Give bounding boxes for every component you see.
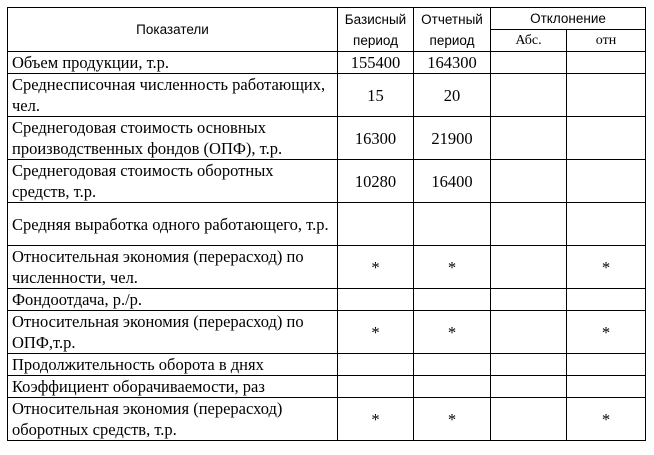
header-deviation-abs: Абс. bbox=[491, 30, 567, 52]
row-name: Среднегодовая стоимость оборотных средств, т.р. bbox=[8, 160, 338, 203]
row-abs-deviation bbox=[491, 246, 567, 289]
row-name: Объем продукции, т.р. bbox=[8, 52, 338, 74]
header-deviation-rel: отн bbox=[567, 30, 646, 52]
row-base-value bbox=[338, 354, 414, 376]
table-row bbox=[8, 52, 646, 74]
row-name: Среднегодовая стоимость основных производственных фондов (ОПФ), т.р. bbox=[8, 117, 338, 160]
row-rel-deviation bbox=[567, 203, 646, 246]
row-rel-deviation: * bbox=[567, 246, 646, 289]
row-rel-deviation bbox=[567, 376, 646, 398]
table-header-row bbox=[8, 8, 646, 30]
table-row bbox=[8, 117, 646, 160]
row-report-value: * bbox=[414, 311, 491, 354]
row-rel-deviation bbox=[567, 289, 646, 311]
row-report-value bbox=[414, 203, 491, 246]
row-report-value bbox=[414, 376, 491, 398]
header-indicators: Показатели bbox=[8, 8, 338, 52]
row-base-value: * bbox=[338, 398, 414, 441]
row-abs-deviation bbox=[491, 160, 567, 203]
table-row bbox=[8, 203, 646, 246]
row-name: Относительная экономия (перерасход) оборотных средств, т.р. bbox=[8, 398, 338, 441]
header-deviation: Отклонение bbox=[491, 8, 646, 30]
table-row bbox=[8, 74, 646, 117]
row-name: Фондоотдача, р./р. bbox=[8, 289, 338, 311]
row-abs-deviation bbox=[491, 117, 567, 160]
row-rel-deviation: * bbox=[567, 398, 646, 441]
row-abs-deviation bbox=[491, 311, 567, 354]
row-abs-deviation bbox=[491, 74, 567, 117]
row-rel-deviation bbox=[567, 117, 646, 160]
table-row bbox=[8, 354, 646, 376]
row-report-value bbox=[414, 354, 491, 376]
row-base-value: 16300 bbox=[338, 117, 414, 160]
row-rel-deviation bbox=[567, 52, 646, 74]
row-rel-deviation bbox=[567, 74, 646, 117]
row-abs-deviation bbox=[491, 376, 567, 398]
row-name: Средняя выработка одного работающего, т.р. bbox=[8, 203, 338, 246]
row-name: Среднесписочная численность работающих, чел. bbox=[8, 74, 338, 117]
row-base-value bbox=[338, 289, 414, 311]
table-row bbox=[8, 398, 646, 441]
row-abs-deviation bbox=[491, 354, 567, 376]
row-base-value: * bbox=[338, 311, 414, 354]
row-base-value bbox=[338, 376, 414, 398]
row-abs-deviation bbox=[491, 289, 567, 311]
row-name: Относительная экономия (перерасход) по ОПФ,т.р. bbox=[8, 311, 338, 354]
row-report-value: * bbox=[414, 398, 491, 441]
row-rel-deviation: * bbox=[567, 311, 646, 354]
row-base-value: 15 bbox=[338, 74, 414, 117]
row-rel-deviation bbox=[567, 354, 646, 376]
row-report-value: 164300 bbox=[414, 52, 491, 74]
table-row bbox=[8, 289, 646, 311]
row-report-value bbox=[414, 289, 491, 311]
row-report-value: 16400 bbox=[414, 160, 491, 203]
row-name: Продолжительность оборота в днях bbox=[8, 354, 338, 376]
header-report-period: Отчетный период bbox=[414, 8, 491, 52]
row-rel-deviation bbox=[567, 160, 646, 203]
row-abs-deviation bbox=[491, 398, 567, 441]
row-base-value: * bbox=[338, 246, 414, 289]
row-base-value bbox=[338, 203, 414, 246]
row-base-value: 10280 bbox=[338, 160, 414, 203]
table-row bbox=[8, 246, 646, 289]
row-name: Коэффициент оборачиваемости, раз bbox=[8, 376, 338, 398]
row-abs-deviation bbox=[491, 203, 567, 246]
row-abs-deviation bbox=[491, 52, 567, 74]
table-row bbox=[8, 376, 646, 398]
header-base-period: Базисный период bbox=[338, 8, 414, 52]
table-row bbox=[8, 160, 646, 203]
indicators-table bbox=[7, 7, 646, 441]
row-base-value: 155400 bbox=[338, 52, 414, 74]
row-report-value: 21900 bbox=[414, 117, 491, 160]
table-row bbox=[8, 311, 646, 354]
row-name: Относительная экономия (перерасход) по численности, чел. bbox=[8, 246, 338, 289]
row-report-value: 20 bbox=[414, 74, 491, 117]
row-report-value: * bbox=[414, 246, 491, 289]
